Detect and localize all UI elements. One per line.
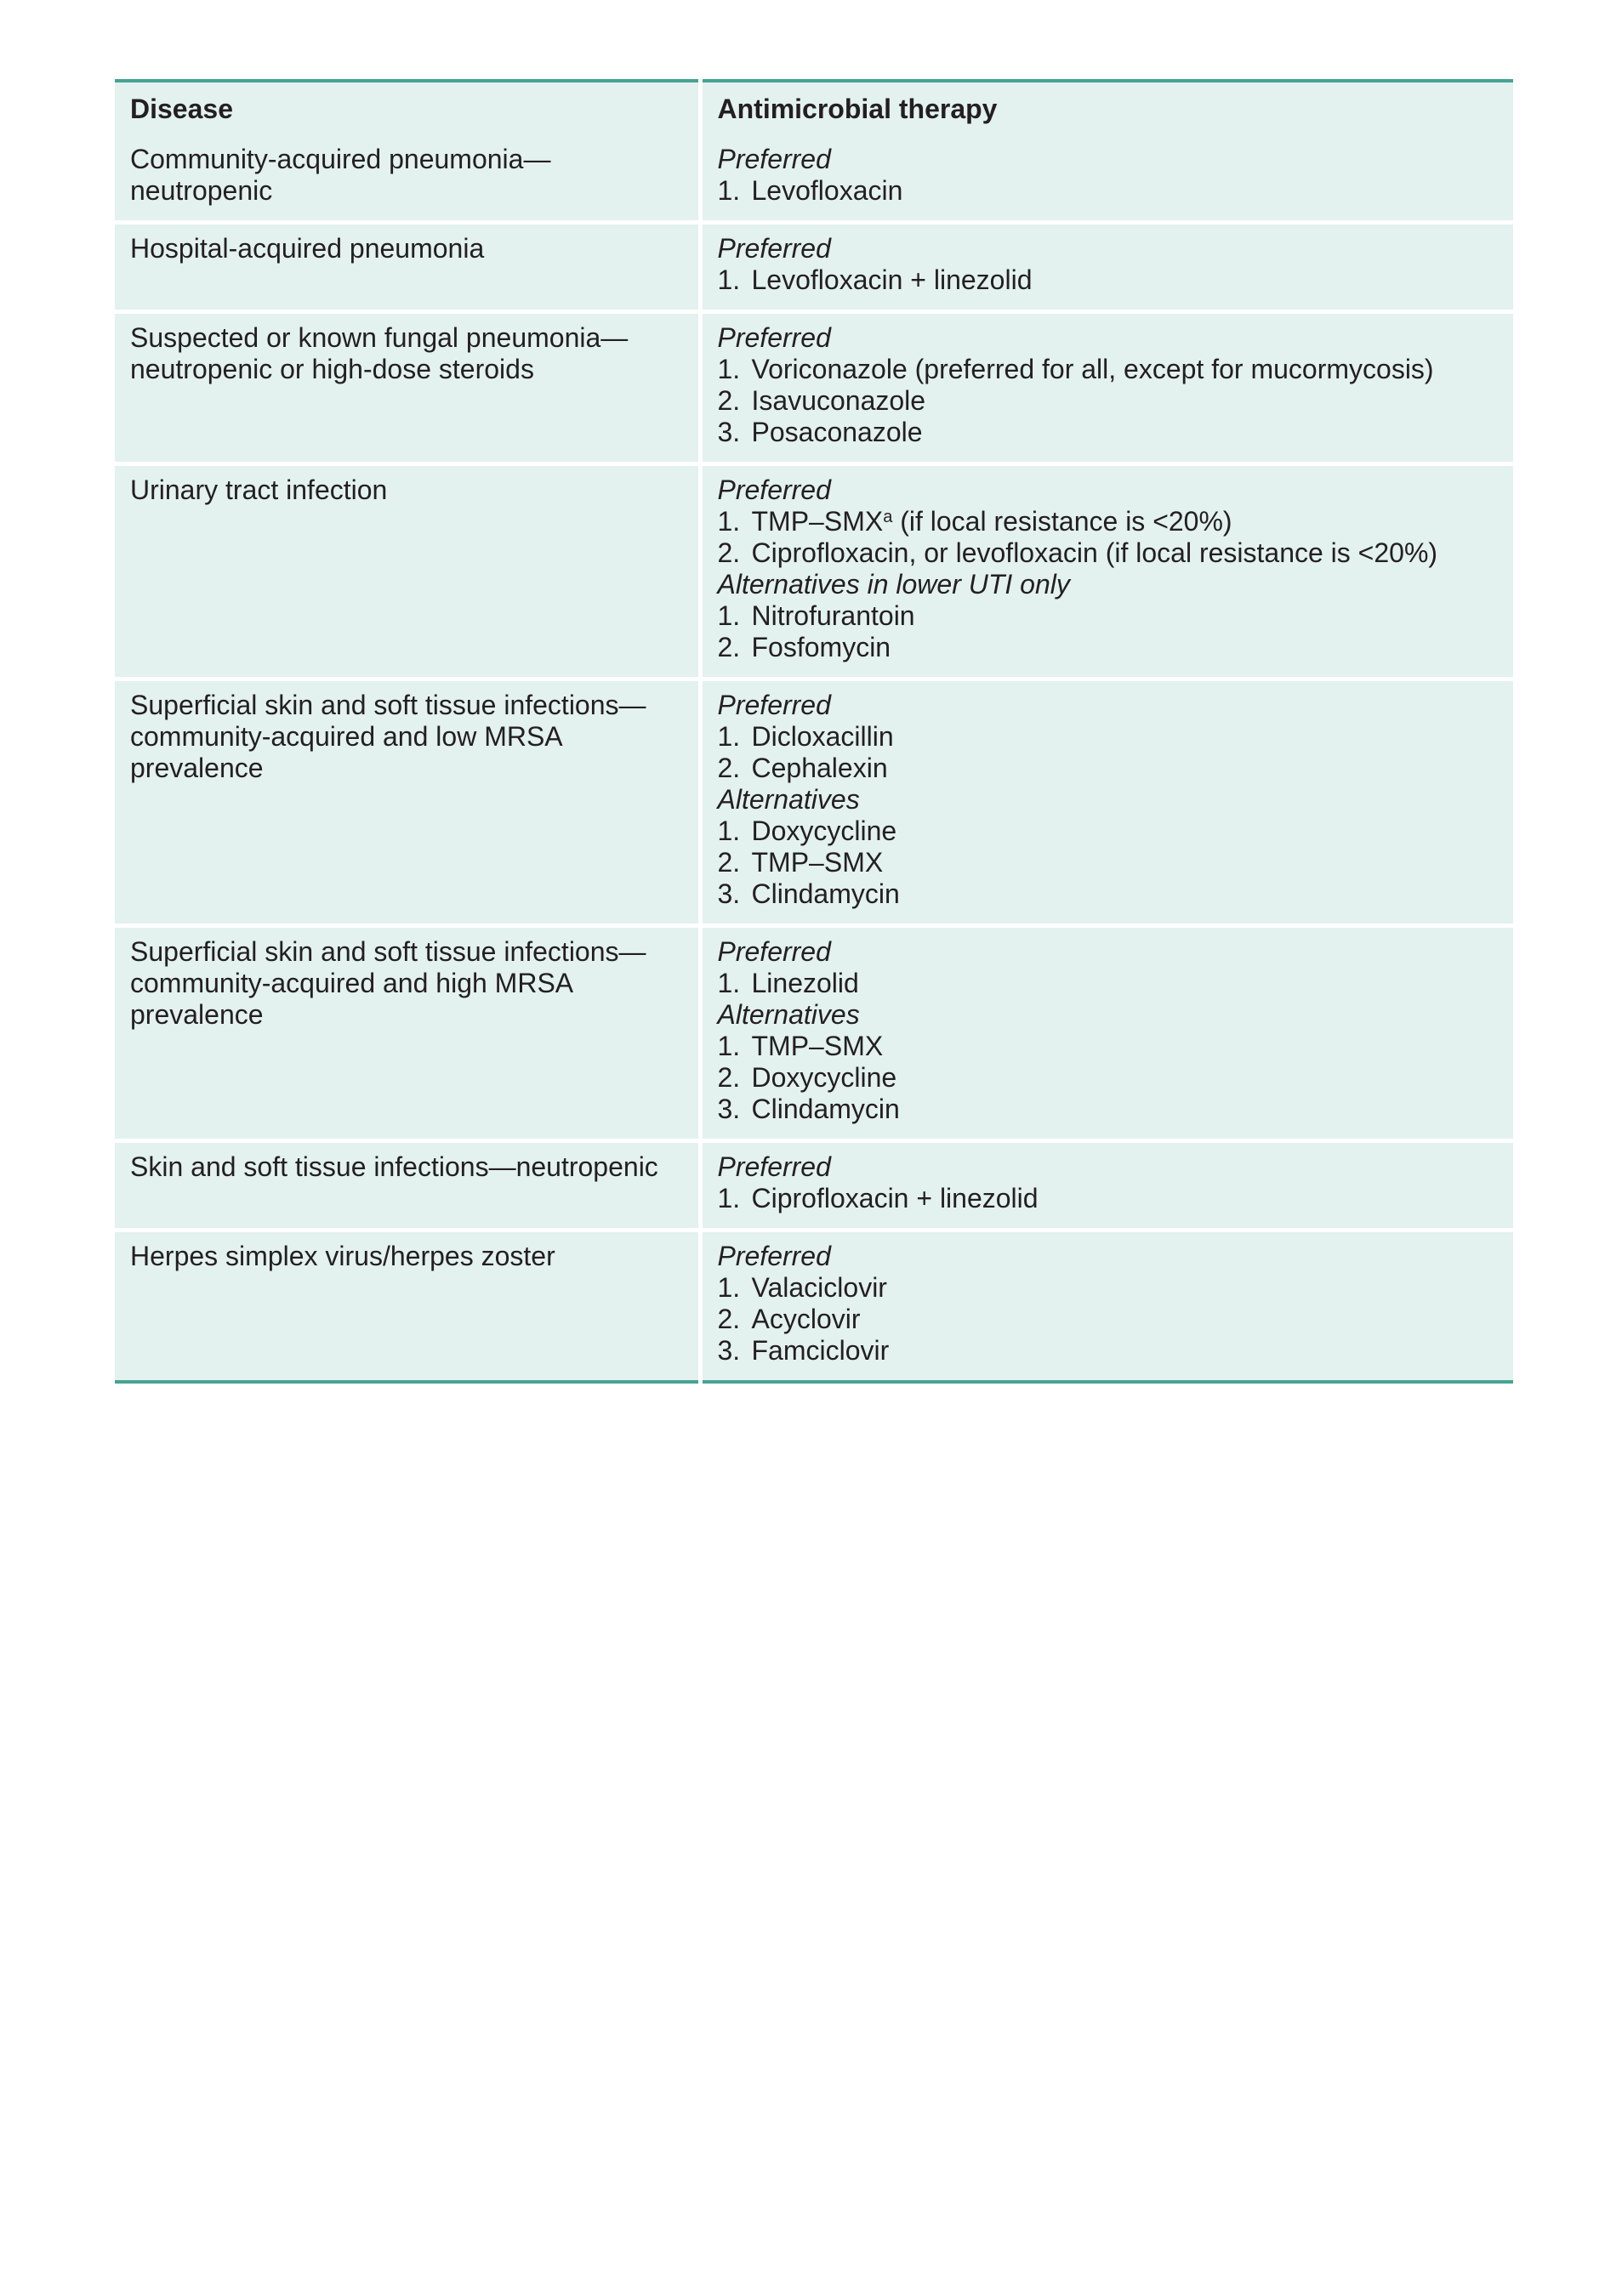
- disease-cell: [115, 679, 700, 926]
- list-item-number: 1.: [717, 968, 741, 998]
- therapy-list-item: [718, 847, 1499, 878]
- therapy-list-item: [718, 1304, 1499, 1335]
- therapy-section-label: Preferred: [717, 144, 831, 174]
- header-disease: Disease: [115, 81, 700, 135]
- therapy-section-label: Preferred: [717, 690, 831, 720]
- drug-name: Cephalexin: [751, 753, 888, 783]
- list-item-number: 2.: [717, 632, 741, 662]
- drug-name: Ciprofloxacin, or levofloxacin (if local resistance is <20%): [751, 537, 1438, 568]
- table-row: [115, 926, 1513, 1141]
- therapy-list-item: [718, 878, 1499, 910]
- list-item-number: 3.: [717, 1094, 741, 1124]
- therapy-section-label: Preferred: [717, 1241, 831, 1271]
- therapy-list-item: [718, 1272, 1499, 1304]
- disease-cell: [115, 1230, 700, 1383]
- therapy-list-item: [718, 1183, 1499, 1214]
- disease-name: Skin and soft tissue infections—neutropenic: [130, 1151, 658, 1182]
- drug-name: Voriconazole (preferred for all, except for mucormycosis): [751, 354, 1434, 384]
- list-item-number: 2.: [717, 537, 741, 568]
- therapy-section-label: Preferred: [717, 475, 831, 505]
- disease-cell: [115, 223, 700, 312]
- therapy-section-label: Alternatives: [717, 999, 860, 1030]
- therapy-section-label: Alternatives in lower UTI only: [717, 569, 1070, 600]
- antimicrobial-therapy-table: [115, 79, 1513, 1384]
- drug-name: TMP–SMX: [751, 506, 884, 537]
- therapy-list-item: [718, 600, 1499, 632]
- therapy-list-item: [718, 721, 1499, 753]
- table-body: [115, 135, 1513, 1382]
- disease-name: Superficial skin and soft tissue infections— community-acquired and low MRSA prevalence: [130, 690, 646, 783]
- list-item-number: 1.: [717, 354, 741, 384]
- therapy-list-item: [718, 753, 1499, 784]
- therapy-section-label: Preferred: [717, 936, 831, 967]
- list-item-number: 1.: [717, 1183, 741, 1213]
- table-row: [115, 1230, 1513, 1383]
- table-row: [115, 464, 1513, 679]
- therapy-cell: [700, 223, 1513, 312]
- disease-name: Community-acquired pneumonia— neutropenic: [130, 144, 551, 206]
- therapy-list-item: [718, 385, 1499, 417]
- therapy-list-item: [718, 1031, 1499, 1062]
- list-item-number: 2.: [717, 847, 741, 878]
- list-item-number: 2.: [717, 1304, 741, 1334]
- therapy-list-item: [718, 816, 1499, 847]
- therapy-cell: [700, 926, 1513, 1141]
- drug-name: Clindamycin: [751, 1094, 900, 1124]
- list-item-number: 2.: [717, 385, 741, 416]
- therapy-section-label: Preferred: [717, 322, 831, 353]
- list-item-number: 1.: [717, 175, 741, 206]
- disease-cell: [115, 135, 700, 223]
- list-item-number: 1.: [717, 264, 741, 295]
- list-item-number: 1.: [717, 721, 741, 752]
- therapy-list-item: [718, 1062, 1499, 1094]
- list-item-number: 1.: [717, 600, 741, 631]
- drug-name: Famciclovir: [751, 1335, 890, 1366]
- table-row: [115, 1141, 1513, 1230]
- therapy-list-item: [718, 354, 1499, 385]
- footnote-marker: a: [883, 508, 893, 526]
- list-item-number: 2.: [717, 1062, 741, 1093]
- table-row: [115, 223, 1513, 312]
- therapy-section-label: Preferred: [717, 1151, 831, 1182]
- therapy-cell: [700, 135, 1513, 223]
- disease-cell: [115, 926, 700, 1141]
- therapy-cell: [700, 1141, 1513, 1230]
- document-page: [115, 79, 1513, 1384]
- drug-name: Fosfomycin: [751, 632, 891, 662]
- drug-name: Linezolid: [751, 968, 859, 998]
- therapy-list-item: [718, 1094, 1499, 1125]
- drug-name: Levofloxacin + linezolid: [751, 264, 1033, 295]
- drug-name: Ciprofloxacin + linezolid: [751, 1183, 1039, 1213]
- therapy-list-item: [718, 417, 1499, 448]
- drug-name: TMP–SMX: [751, 847, 884, 878]
- therapy-list-item: [718, 506, 1499, 537]
- drug-name: Nitrofurantoin: [751, 600, 915, 631]
- list-item-number: 1.: [717, 816, 741, 846]
- disease-cell: [115, 1141, 700, 1230]
- disease-name: Superficial skin and soft tissue infections— community-acquired and high MRSA prevalence: [130, 936, 646, 1030]
- drug-name: Levofloxacin: [751, 175, 903, 206]
- drug-name: Doxycycline: [751, 816, 897, 846]
- disease-name: Hospital-acquired pneumonia: [130, 233, 485, 264]
- disease-name: Herpes simplex virus/herpes zoster: [130, 1241, 555, 1271]
- therapy-list-item: [718, 537, 1499, 569]
- list-item-number: 2.: [717, 753, 741, 783]
- drug-name: Valaciclovir: [751, 1272, 887, 1303]
- therapy-cell: [700, 312, 1513, 464]
- drug-name: Acyclovir: [751, 1304, 861, 1334]
- drug-name: Dicloxacillin: [751, 721, 894, 752]
- drug-name: Clindamycin: [751, 878, 900, 909]
- header-antimicrobial-therapy: Antimicrobial therapy: [717, 94, 998, 124]
- drug-name: TMP–SMX: [751, 1031, 884, 1061]
- list-item-number: 3.: [717, 1335, 741, 1366]
- therapy-cell: [700, 464, 1513, 679]
- therapy-list-item: [718, 175, 1499, 207]
- list-item-number: 1.: [717, 1272, 741, 1303]
- list-item-number: 3.: [717, 417, 741, 447]
- disease-name: Urinary tract infection: [130, 475, 388, 505]
- therapy-cell: [700, 679, 1513, 926]
- drug-name: Isavuconazole: [751, 385, 926, 416]
- table-row: [115, 679, 1513, 926]
- therapy-list-item: [718, 1335, 1499, 1367]
- therapy-list-item: [718, 264, 1499, 296]
- disease-name: Suspected or known fungal pneumonia— neutropenic or high-dose steroids: [130, 322, 629, 384]
- drug-note: (if local resistance is <20%): [892, 506, 1232, 537]
- list-item-number: 1.: [717, 506, 741, 537]
- disease-cell: [115, 464, 700, 679]
- table-row: [115, 135, 1513, 223]
- therapy-section-label: Alternatives: [717, 784, 860, 815]
- table-header-row: [115, 81, 1513, 135]
- drug-name: Doxycycline: [751, 1062, 897, 1093]
- drug-name: Posaconazole: [751, 417, 923, 447]
- list-item-number: 3.: [717, 878, 741, 909]
- therapy-list-item: [718, 632, 1499, 663]
- table-row: [115, 312, 1513, 464]
- list-item-number: 1.: [717, 1031, 741, 1061]
- therapy-list-item: [718, 968, 1499, 999]
- therapy-section-label: Preferred: [717, 233, 831, 264]
- disease-cell: [115, 312, 700, 464]
- therapy-cell: [700, 1230, 1513, 1383]
